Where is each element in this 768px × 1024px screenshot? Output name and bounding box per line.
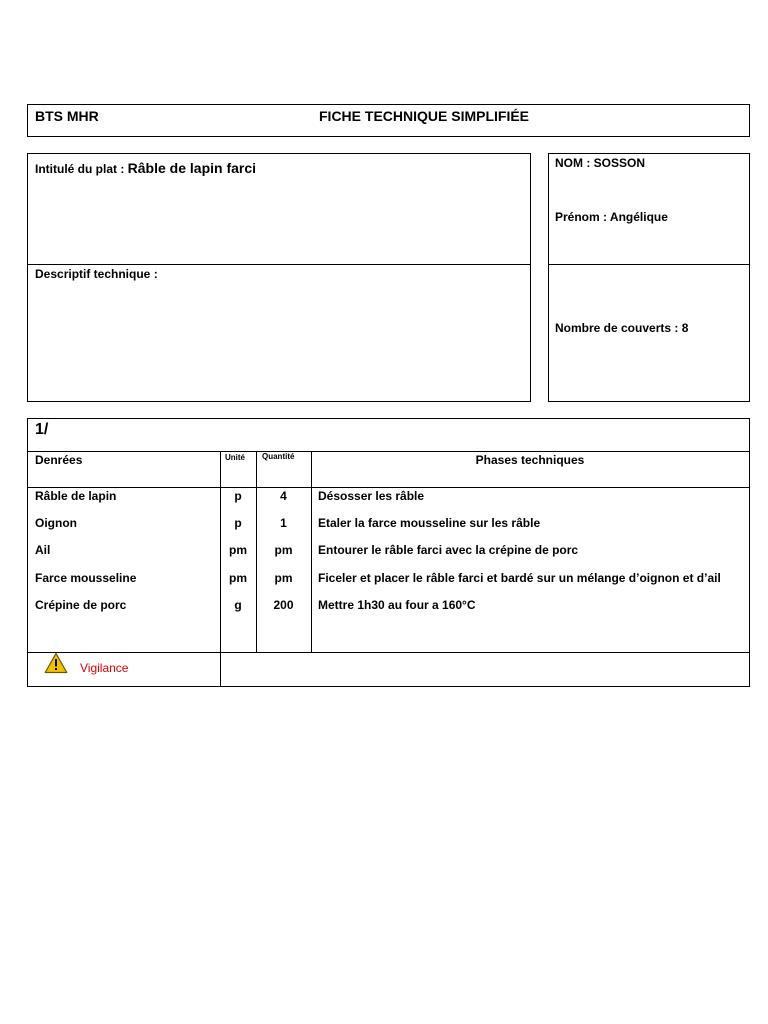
warning-triangle-icon xyxy=(44,652,68,674)
unite-cell: pm xyxy=(229,571,247,585)
table-row xyxy=(28,598,749,625)
dish-name: Râble de lapin farci xyxy=(127,160,257,176)
phase-cell: Entourer le râble farci avec la crépine de porc xyxy=(318,543,579,557)
dish-info-box xyxy=(27,153,531,402)
couverts-field: Nombre de couverts : 8 xyxy=(555,321,689,335)
denree-cell: Crépine de porc xyxy=(35,598,127,612)
quantite-cell: 1 xyxy=(280,516,287,530)
table-row xyxy=(28,571,749,598)
header-quantite: Quantité xyxy=(262,452,295,461)
divider xyxy=(549,264,749,265)
document-header xyxy=(27,104,750,137)
denree-cell: Oignon xyxy=(35,516,77,530)
vigilance-label: Vigilance xyxy=(80,661,129,675)
descriptif-label: Descriptif technique : xyxy=(35,267,158,281)
dish-label-text: Intitulé du plat : xyxy=(35,162,128,176)
unite-cell: pm xyxy=(229,543,247,557)
nom-field: NOM : SOSSON xyxy=(555,156,646,170)
table-row xyxy=(28,489,749,516)
header-denrees: Denrées xyxy=(35,453,83,467)
unite-cell: p xyxy=(234,489,242,503)
denree-cell: Râble de lapin xyxy=(35,489,117,503)
dish-label xyxy=(35,160,256,176)
denree-cell: Ail xyxy=(35,543,51,557)
phase-cell: Ficeler et placer le râble farci et bardé sur un mélange d’oignon et d’ail xyxy=(318,571,721,585)
table-row xyxy=(28,516,749,543)
quantite-cell: pm xyxy=(274,543,293,557)
unite-cell: g xyxy=(234,598,242,612)
document-title: FICHE TECHNIQUE SIMPLIFIÉE xyxy=(319,108,530,124)
ingredients-table xyxy=(27,418,750,687)
table-row xyxy=(28,543,749,570)
program-label: BTS MHR xyxy=(35,108,99,124)
quantite-cell: 4 xyxy=(280,489,287,503)
step-number: 1/ xyxy=(35,421,49,438)
unite-cell: p xyxy=(234,516,242,530)
denree-cell: Farce mousseline xyxy=(35,571,137,585)
header-unite: Unité xyxy=(225,453,245,462)
divider xyxy=(28,264,530,265)
phase-cell: Etaler la farce mousseline sur les râble xyxy=(318,516,541,530)
person-info-box xyxy=(548,153,750,402)
prenom-field: Prénom : Angélique xyxy=(555,210,668,224)
quantite-cell: pm xyxy=(274,571,293,585)
table-divider xyxy=(28,487,749,488)
quantite-cell: 200 xyxy=(273,598,294,612)
header-phases: Phases techniques xyxy=(475,453,585,467)
phase-cell: Désosser les râble xyxy=(318,489,425,503)
phase-cell: Mettre 1h30 au four a 160°C xyxy=(318,598,476,612)
table-divider xyxy=(28,451,749,452)
table-divider xyxy=(28,652,749,653)
